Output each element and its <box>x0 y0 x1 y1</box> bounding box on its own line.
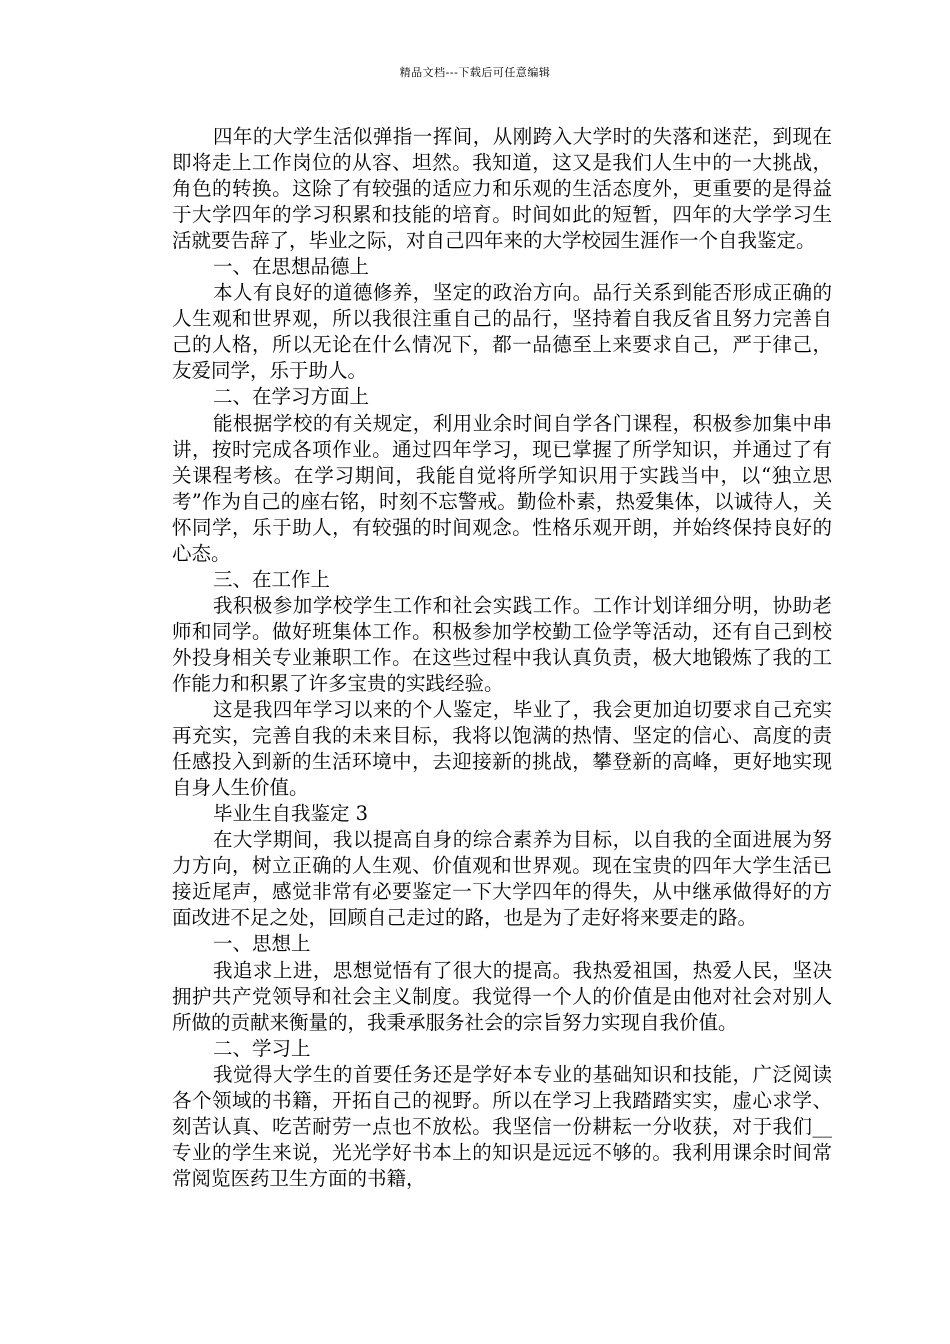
section-heading: 二、在学习方面上 <box>212 385 369 409</box>
document-body <box>172 124 832 1192</box>
body-paragraph: 我积极参加学校学生工作和社会实践工作。工作计划详细分明，协助老师和同学。做好班集体工作。积极参加学校勤工俭学等活动，还有自己到校外投身相关专业兼职工作。在这些过程中我认真负责，极大地锻炼了我的工作能力和积累了许多宝贵的实践经验。 <box>172 593 832 695</box>
intro-paragraph: 四年的大学生活似弹指一挥间，从刚跨入大学时的失落和迷茫，到现在即将走上工作岗位的从容、坦然。我知道，这又是我们人生中的一大挑战，角色的转换。这除了有较强的适应力和乐观的生活态度外，更重要的是得益于大学四年的学习积累和技能的培育。时间如此的短暂，四年的大学学习生活就要告辞了，毕业之际，对自己四年来的大学校园生涯作一个自我鉴定。 <box>172 125 832 253</box>
page-header: 精品文档---下载后可任意编辑 <box>399 66 551 79</box>
section-heading: 三、在工作上 <box>212 567 330 591</box>
section-title: 毕业生自我鉴定 3 <box>212 802 369 826</box>
body-paragraph: 这是我四年学习以来的个人鉴定，毕业了，我会更加迫切要求自己充实再充实，完善自我的未来目标，我将以饱满的热情、坚定的信心、高度的责任感投入到新的生活环境中，去迎接新的挑战，攀登新的高峰，更好地实现自身人生价值。 <box>172 698 832 800</box>
section-heading: 一、在思想品德上 <box>212 255 369 279</box>
body-paragraph: 本人有良好的道德修养，坚定的政治方向。品行关系到能否形成正确的人生观和世界观，所以我很注重自己的品行，坚持着自我反省且努力完善自己的人格，所以无论在什么情况下，都一品德至上来要求自己，严于律己，友爱同学，乐于助人。 <box>172 281 832 383</box>
body-paragraph: 我觉得大学生的首要任务还是学好本专业的基础知识和技能，广泛阅读各个领域的书籍，开拓自己的视野。所以在学习上我踏踏实实，虚心求学、刻苦认真、吃苦耐劳一点也不放松。我坚信一份耕耘一分收获，对于我们__专业的学生来说，光光学好书本上的知识是远远不够的。我利用课余时间常常阅览医药卫生方面的书籍， <box>172 1062 832 1190</box>
section-heading: 一、思想上 <box>212 932 311 956</box>
body-paragraph: 能根据学校的有关规定，利用业余时间自学各门课程，积极参加集中串讲，按时完成各项作业。通过四年学习，现已掌握了所学知识，并通过了有关课程考核。在学习期间，我能自觉将所学知识用于实践当中，以“独立思考”作为自己的座右铭，时刻不忘警戒。勤俭朴素，热爱集体，以诚待人，关怀同学，乐于助人，有较强的时间观念。性格乐观开朗，并始终保持良好的心态。 <box>172 411 832 565</box>
body-paragraph: 在大学期间，我以提高自身的综合素养为目标，以自我的全面进展为努力方向，树立正确的人生观、价值观和世界观。现在宝贵的四年大学生活已接近尾声，感觉非常有必要鉴定一下大学四年的得失，从中继承做得好的方面改进不足之处，回顾自己走过的路，也是为了走好将来要走的路。 <box>172 828 832 930</box>
section-heading: 二、学习上 <box>212 1036 311 1060</box>
body-paragraph: 我追求上进，思想觉悟有了很大的提高。我热爱祖国，热爱人民，坚决拥护共产党领导和社会主义制度。我觉得一个人的价值是由他对社会对别人所做的贡献来衡量的，我秉承服务社会的宗旨努力实现自我价值。 <box>172 958 832 1034</box>
